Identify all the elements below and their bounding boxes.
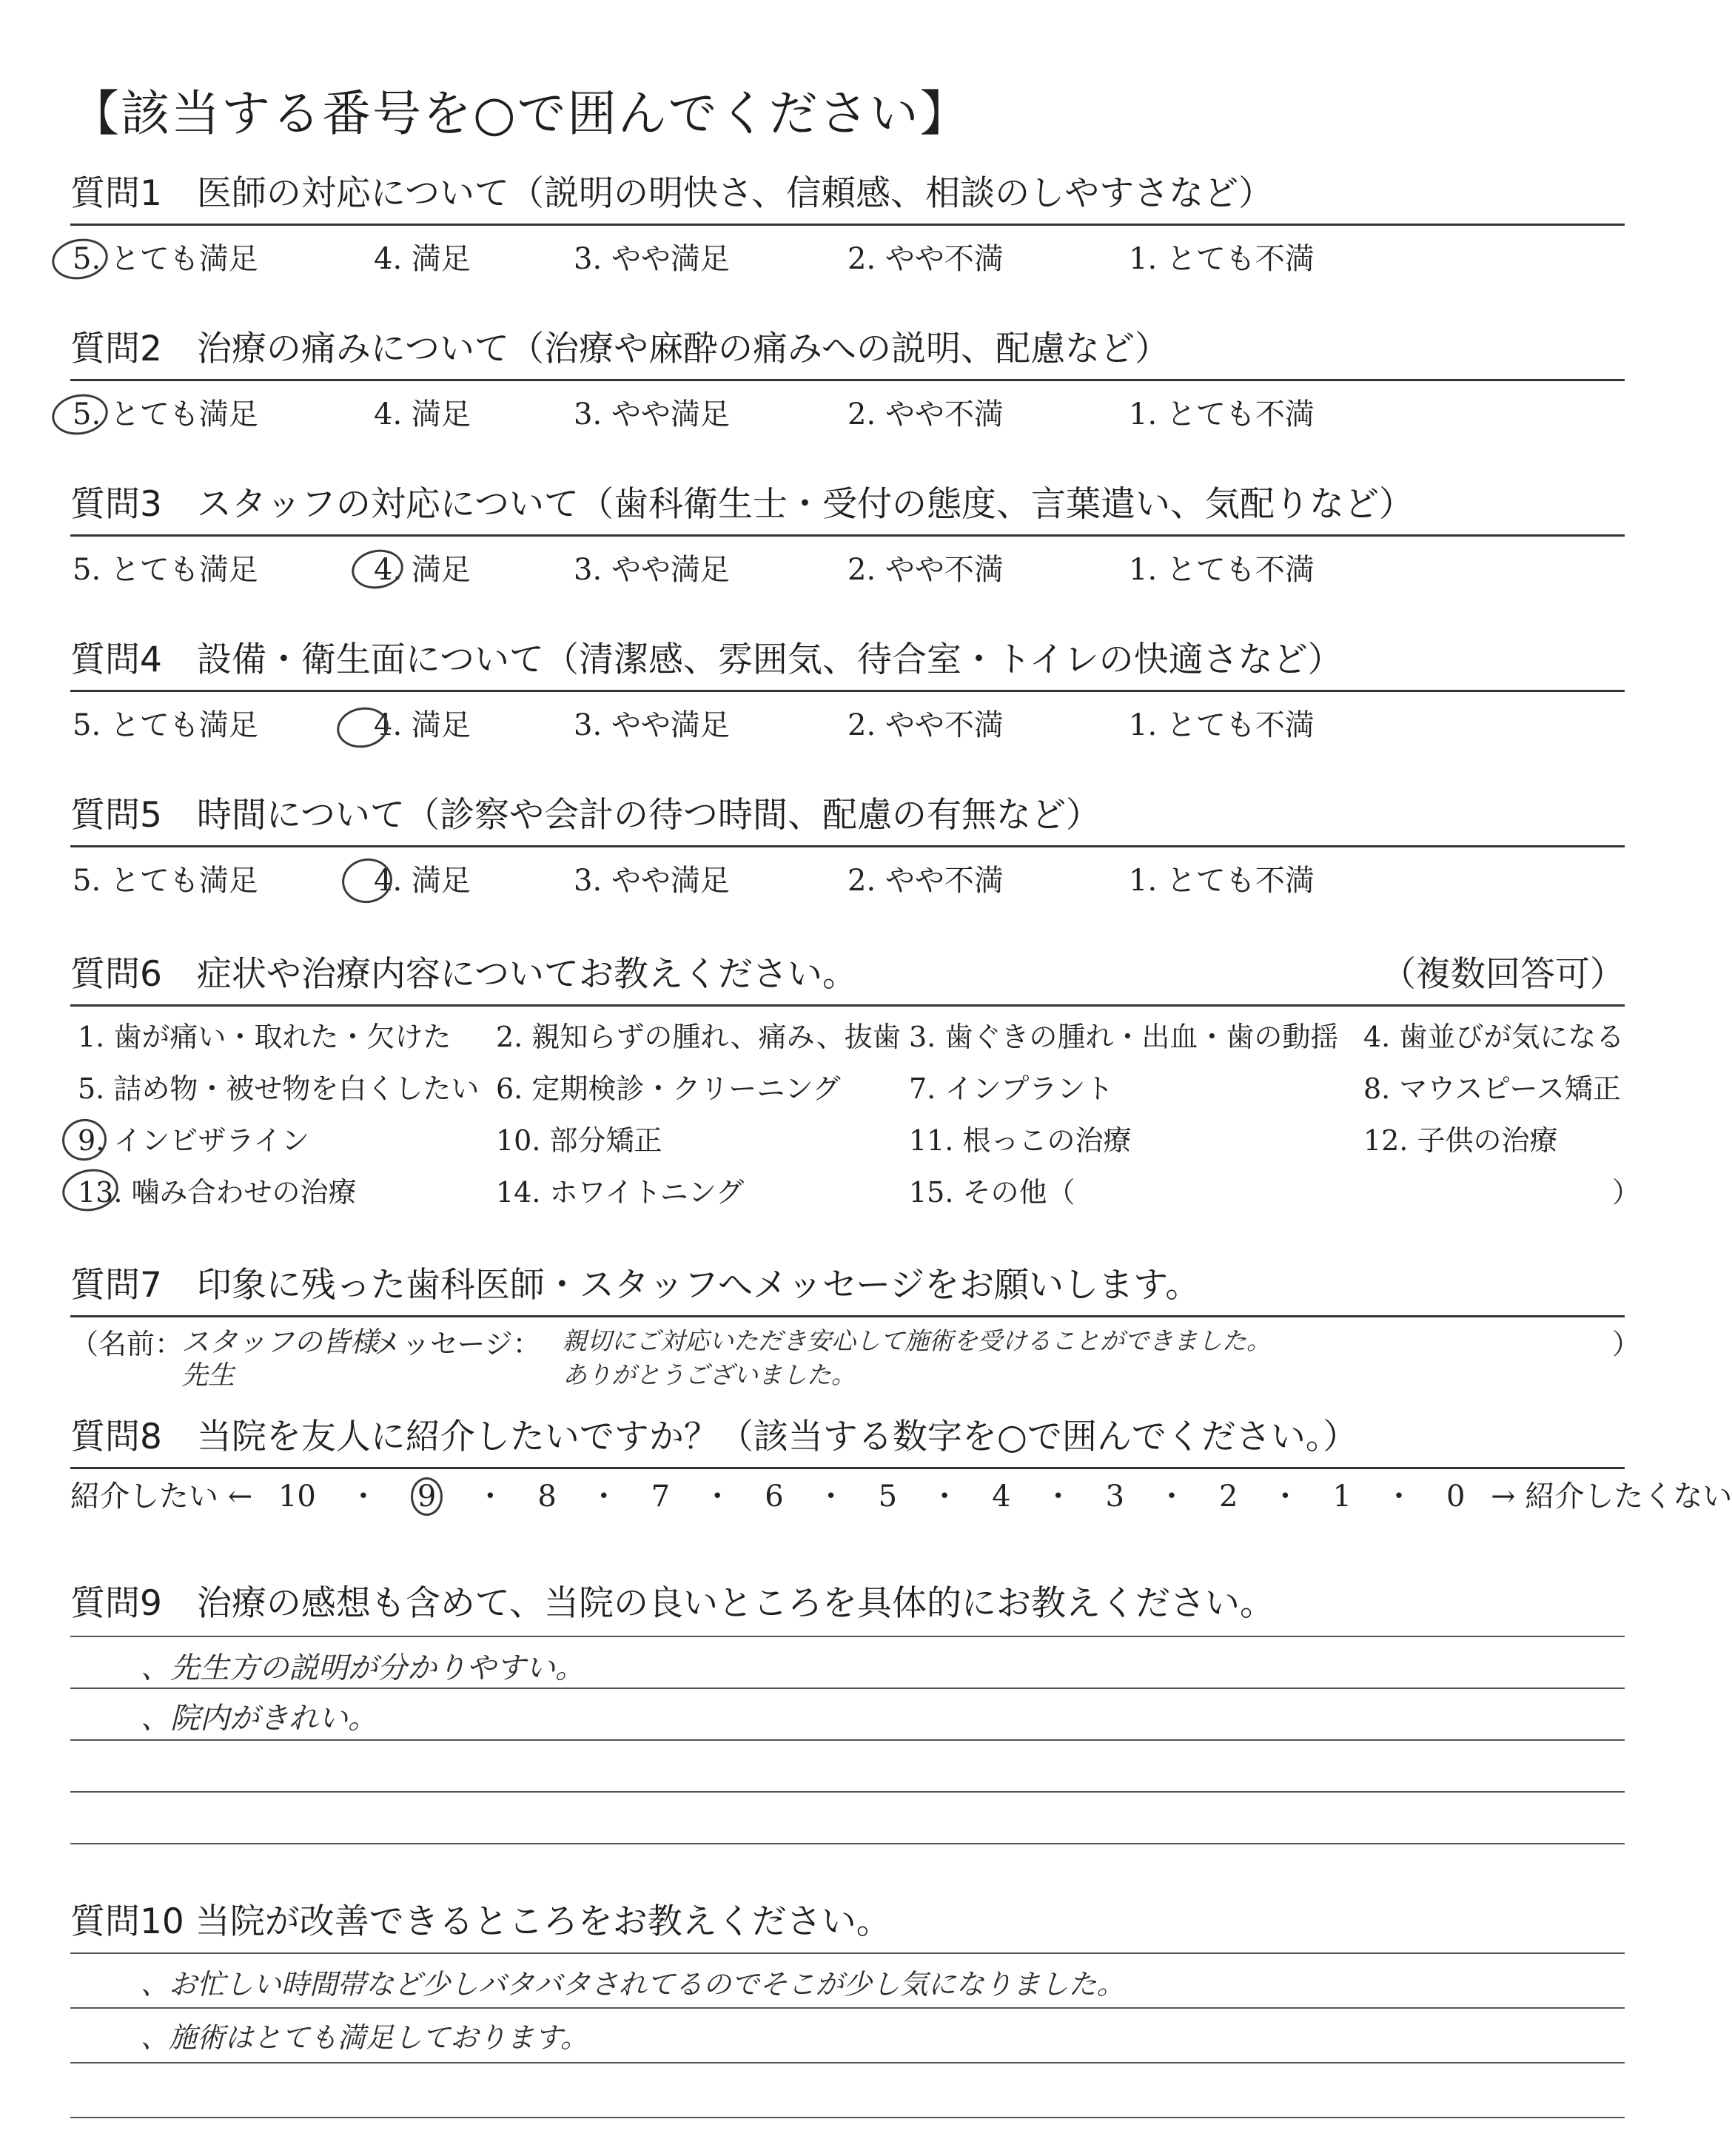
- question-2-label: 質問2 治療の痛みについて（治療や麻酔の痛みへの説明、配慮など）: [70, 329, 1170, 369]
- question-9-label: 質問9 治療の感想も含めて、当院の良いところを具体的にお教えください。: [70, 1583, 1275, 1624]
- separator: ・: [588, 1480, 619, 1514]
- q6-item-3[interactable]: 3. 歯ぐきの腫れ・出血・歯の動揺: [909, 1021, 1339, 1053]
- q6-item-10[interactable]: 10. 部分矯正: [496, 1124, 662, 1157]
- q6-item-4[interactable]: 4. 歯並びが気になる: [1363, 1021, 1625, 1053]
- q6-item-13[interactable]: 13. 噛み合わせの治療: [78, 1176, 357, 1209]
- answer-line: [70, 1687, 1625, 1689]
- divider: [70, 534, 1625, 537]
- q6-item-11[interactable]: 11. 根っこの治療: [909, 1124, 1132, 1157]
- separator: ・: [930, 1480, 960, 1514]
- q1-option-5[interactable]: 5. とても満足: [73, 242, 258, 276]
- question-1-label: 質問1 医師の対応について（説明の明快さ、信頼感、相談のしやすさなど）: [70, 173, 1274, 214]
- q6-item-14[interactable]: 14. ホワイトニング: [496, 1176, 745, 1209]
- q6-item-2[interactable]: 2. 親知らずの腫れ、痛み、抜歯: [496, 1021, 901, 1053]
- q2-option-3[interactable]: 3. やや満足: [574, 397, 730, 431]
- q8-value-10[interactable]: 10: [278, 1480, 316, 1514]
- q8-value-5[interactable]: 5: [878, 1480, 898, 1514]
- answer-line: [70, 1843, 1625, 1844]
- q7-name-handwritten: スタッフの皆様: [181, 1326, 379, 1358]
- page-title: 【該当する番号を○で囲んでください】: [70, 85, 970, 142]
- question-2-options: [0, 391, 1705, 435]
- q4-option-1[interactable]: 1. とても不満: [1129, 708, 1315, 742]
- q8-value-1[interactable]: 1: [1332, 1480, 1352, 1514]
- question-3-header: [70, 477, 1625, 537]
- question-6-header: [70, 947, 1625, 1007]
- q9-answer-line-1: 、先生方の説明が分かりやすい。: [141, 1651, 585, 1685]
- q6-item-8[interactable]: 8. マウスピース矯正: [1363, 1072, 1621, 1105]
- q6-item-9[interactable]: 9. インビザライン: [78, 1124, 310, 1157]
- q4-option-4[interactable]: 4. 満足: [374, 708, 471, 742]
- q7-name-handwritten-2: 先生: [181, 1360, 235, 1391]
- q7-closing-paren: ）: [1612, 1328, 1641, 1360]
- separator: ・: [1383, 1480, 1414, 1514]
- divider: [70, 379, 1625, 381]
- question-8-label: 質問8 当院を友人に紹介したいですか？（該当する数字を○で囲んでください。）: [70, 1417, 1358, 1457]
- q2-option-2[interactable]: 2. やや不満: [847, 397, 1004, 431]
- q8-right-label: → 紹介したくない: [1491, 1480, 1732, 1514]
- question-4-label: 質問4 設備・衛生面について（清潔感、雰囲気、待合室・トイレの快適さなど）: [70, 639, 1343, 680]
- divider: [70, 1467, 1625, 1469]
- answer-line: [70, 2117, 1625, 2118]
- q2-option-5[interactable]: 5. とても満足: [73, 397, 258, 431]
- separator: ・: [816, 1480, 846, 1514]
- divider: [70, 1004, 1625, 1007]
- q6-item-5[interactable]: 5. 詰め物・被せ物を白くしたい: [78, 1072, 480, 1105]
- q5-option-2[interactable]: 2. やや不満: [847, 864, 1004, 898]
- question-10-header: [70, 1895, 1625, 1954]
- q5-option-3[interactable]: 3. やや満足: [574, 864, 730, 898]
- answer-line: [70, 2007, 1625, 2009]
- q7-message-prefix: メッセージ：: [374, 1328, 541, 1360]
- question-4-header: [70, 633, 1625, 692]
- question-4-options: [0, 702, 1705, 746]
- question-6-label: 質問6 症状や治療内容についてお教えください。: [70, 954, 857, 995]
- q8-value-4[interactable]: 4: [992, 1480, 1011, 1514]
- q1-option-2[interactable]: 2. やや不満: [847, 242, 1004, 276]
- q8-value-6[interactable]: 6: [765, 1480, 784, 1514]
- q1-option-4[interactable]: 4. 満足: [374, 242, 471, 276]
- answer-line: [70, 1952, 1625, 1954]
- question-7-header: [70, 1258, 1625, 1317]
- q4-option-3[interactable]: 3. やや満足: [574, 708, 730, 742]
- q8-left-label: 紹介したい ←: [70, 1480, 253, 1514]
- q8-value-9[interactable]: 9: [411, 1477, 443, 1516]
- q8-value-0[interactable]: 0: [1446, 1480, 1466, 1514]
- question-7-label: 質問7 印象に残った歯科医師・スタッフへメッセージをお願いします。: [70, 1265, 1201, 1306]
- multiple-answers-note: （複数回答可）: [1381, 954, 1625, 995]
- divider: [70, 845, 1625, 847]
- q3-option-4[interactable]: 4. 満足: [374, 553, 471, 587]
- separator: ・: [1270, 1480, 1300, 1514]
- separator: ・: [1157, 1480, 1187, 1514]
- divider: [70, 1315, 1625, 1317]
- q8-scale: [70, 1473, 1732, 1516]
- question-3-label: 質問3 スタッフの対応について（歯科衛生士・受付の態度、言葉遣い、気配りなど）: [70, 484, 1414, 525]
- q6-item-15[interactable]: 15. その他（: [909, 1176, 1075, 1209]
- q6-item-15-close: ）: [1612, 1176, 1641, 1209]
- question-10-label: 質問10 当院が改善できるところをお教えください。: [70, 1901, 891, 1942]
- q1-option-1[interactable]: 1. とても不満: [1129, 242, 1315, 276]
- q10-answer-line-1: 、お忙しい時間帯など少しバタバタされてるのでそこが少し気になりました。: [141, 1968, 1125, 2001]
- q1-option-3[interactable]: 3. やや満足: [574, 242, 730, 276]
- q3-option-5[interactable]: 5. とても満足: [73, 553, 258, 587]
- q8-value-2[interactable]: 2: [1219, 1480, 1238, 1514]
- q8-value-7[interactable]: 7: [651, 1480, 671, 1514]
- q4-option-5[interactable]: 5. とても満足: [73, 708, 258, 742]
- q7-name-prefix: （名前：: [70, 1328, 184, 1360]
- q3-option-2[interactable]: 2. やや不満: [847, 553, 1004, 587]
- question-3-options: [0, 546, 1705, 591]
- q9-answer-line-2: 、院内がきれい。: [141, 1702, 377, 1736]
- q2-option-1[interactable]: 1. とても不満: [1129, 397, 1315, 431]
- separator: ・: [1043, 1480, 1073, 1514]
- q6-item-12[interactable]: 12. 子供の治療: [1363, 1124, 1558, 1157]
- answer-line: [70, 1791, 1625, 1793]
- question-1-header: [70, 167, 1625, 226]
- q7-message-handwritten: 親切にご対応いただき安心して施術を受けることができました。: [563, 1326, 1271, 1355]
- question-1-options: [0, 235, 1705, 280]
- q6-item-1[interactable]: 1. 歯が痛い・取れた・欠けた: [78, 1021, 452, 1053]
- q5-option-5[interactable]: 5. とても満足: [73, 864, 258, 898]
- q2-option-4[interactable]: 4. 満足: [374, 397, 471, 431]
- q7-message-handwritten-2: ありがとうございました。: [563, 1360, 856, 1389]
- q10-answer-line-2: 、施術はとても満足しております。: [141, 2021, 588, 2054]
- q8-scale-values: [262, 1473, 1481, 1516]
- question-5-label: 質問5 時間について（診察や会計の待つ時間、配慮の有無など）: [70, 795, 1101, 836]
- q4-option-2[interactable]: 2. やや不満: [847, 708, 1004, 742]
- question-5-header: [70, 788, 1625, 847]
- q8-value-3[interactable]: 3: [1105, 1480, 1125, 1514]
- q6-item-6[interactable]: 6. 定期検診・クリーニング: [496, 1072, 841, 1105]
- question-2-header: [70, 322, 1625, 381]
- answer-line: [70, 2062, 1625, 2063]
- q5-option-4[interactable]: 4. 満足: [374, 864, 471, 898]
- question-5-options: [0, 857, 1705, 901]
- separator: ・: [348, 1480, 378, 1514]
- q8-value-8[interactable]: 8: [537, 1480, 557, 1514]
- separator: ・: [475, 1480, 506, 1514]
- q3-option-3[interactable]: 3. やや満足: [574, 553, 730, 587]
- q5-option-1[interactable]: 1. とても不満: [1129, 864, 1315, 898]
- divider: [70, 224, 1625, 226]
- separator: ・: [702, 1480, 733, 1514]
- q6-item-7[interactable]: 7. インプラント: [909, 1072, 1114, 1105]
- divider: [70, 690, 1625, 692]
- question-9-header: [70, 1576, 1625, 1636]
- question-8-header: [70, 1410, 1625, 1469]
- q3-option-1[interactable]: 1. とても不満: [1129, 553, 1315, 587]
- answer-line: [70, 1636, 1625, 1637]
- answer-line: [70, 1739, 1625, 1741]
